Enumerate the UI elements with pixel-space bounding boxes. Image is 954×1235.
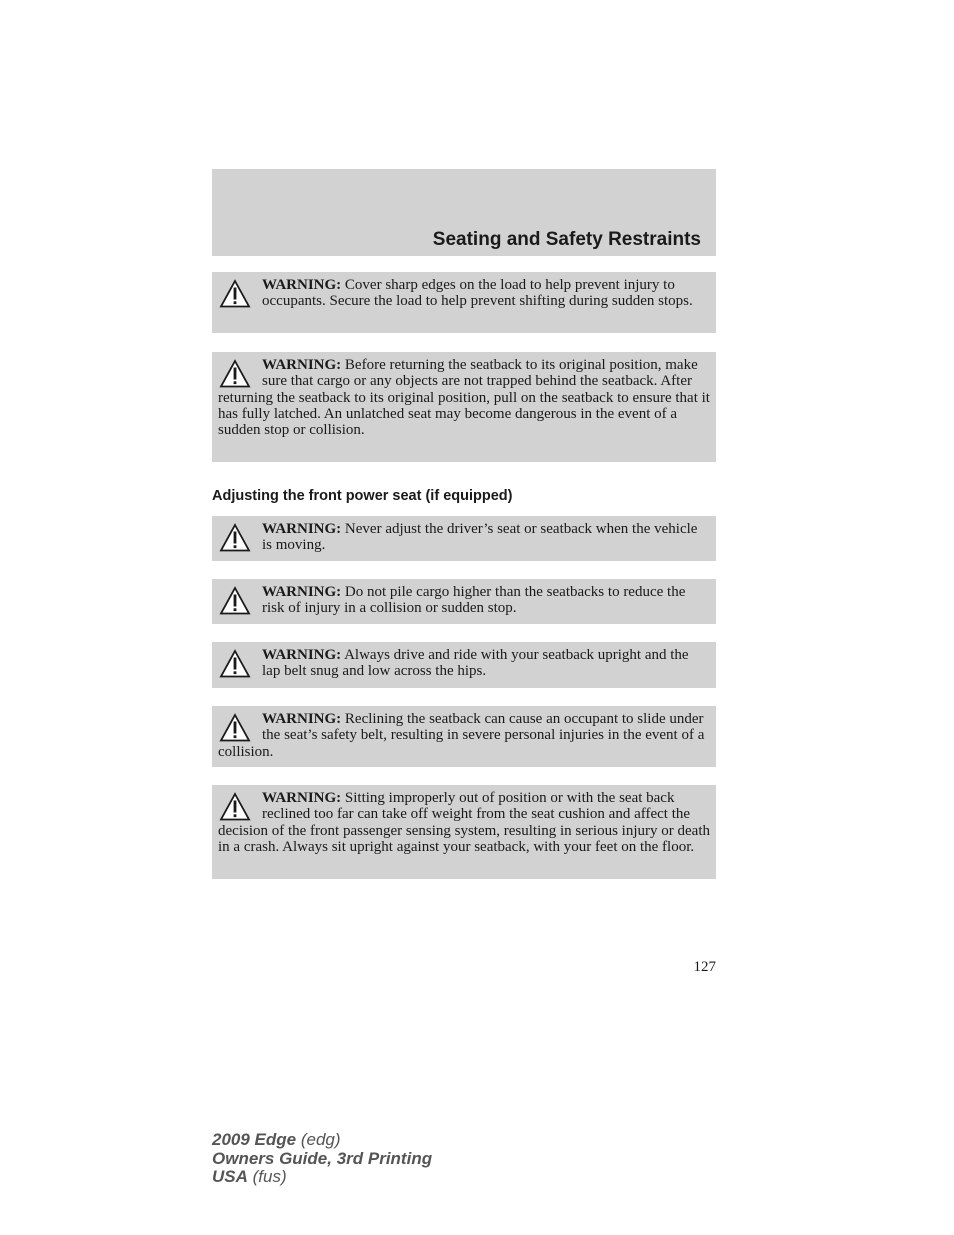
footer-line-model xyxy=(212,1131,432,1150)
warning-text: Always drive and ride with your seatback upright and the lap belt snug and low across the hips. xyxy=(262,647,689,680)
warning-triangle-icon xyxy=(219,713,251,743)
warning-text: Never adjust the driver’s seat or seatback when the vehicle is moving. xyxy=(262,521,698,554)
warning-box xyxy=(212,785,716,879)
document-footer xyxy=(212,1131,432,1187)
warning-triangle-icon xyxy=(219,359,251,389)
warning-triangle-icon xyxy=(219,649,251,679)
footer-model-code: (edg) xyxy=(296,1130,341,1149)
warning-box xyxy=(212,352,716,462)
footer-market: USA xyxy=(212,1167,248,1186)
warning-text: Do not pile cargo higher than the seatbacks to reduce the risk of injury in a collision or sudden stop. xyxy=(262,584,686,617)
warning-label: WARNING: xyxy=(262,711,342,727)
footer-model: 2009 Edge xyxy=(212,1130,297,1149)
page-number: 127 xyxy=(693,959,716,975)
footer-line-guide: Owners Guide, 3rd Printing xyxy=(212,1148,433,1168)
warning-text: Reclining the seatback can cause an occupant to slide under the seat’s safety belt, resulting in severe personal injuries in the event of a collision. xyxy=(218,711,705,760)
warning-label: WARNING: xyxy=(262,584,342,600)
warning-box xyxy=(212,516,716,561)
warning-box xyxy=(212,579,716,624)
subsection-heading: Adjusting the front power seat (if equipped) xyxy=(212,488,513,504)
warning-label: WARNING: xyxy=(262,790,342,806)
warning-label: WARNING: xyxy=(262,277,342,293)
warning-label: WARNING: xyxy=(262,521,342,537)
section-title: Seating and Safety Restraints xyxy=(432,229,701,250)
warning-text: Sitting improperly out of position or with the seat back reclined too far can take off weight from the seat cushion and affect the decision of the front passenger sensing system, resulting in serious injury or death in a crash. Always sit upright against your seatback, with your feet on the floor. xyxy=(218,790,710,855)
warning-label: WARNING: xyxy=(262,647,342,663)
warning-text: Before returning the seatback to its original position, make sure that cargo or any objects are not trapped behind the seatback. After returning the seatback to its original position, pull on the seatback to ensure that it has fully latched. An unlatched seat may become dangerous in the event of a sudden stop or collision. xyxy=(218,357,710,439)
footer-market-code: (fus) xyxy=(247,1167,287,1186)
warning-box xyxy=(212,706,716,767)
warning-triangle-icon xyxy=(219,792,251,822)
warning-triangle-icon xyxy=(219,523,251,553)
warning-text: Cover sharp edges on the load to help prevent injury to occupants. Secure the load to help prevent shifting during sudden stops. xyxy=(262,277,693,310)
warning-triangle-icon xyxy=(219,586,251,616)
section-header-band xyxy=(212,169,716,256)
warning-triangle-icon xyxy=(219,279,251,309)
warning-label: WARNING: xyxy=(262,357,342,373)
footer-line-market xyxy=(212,1168,432,1187)
warning-box xyxy=(212,272,716,333)
warning-box xyxy=(212,642,716,688)
